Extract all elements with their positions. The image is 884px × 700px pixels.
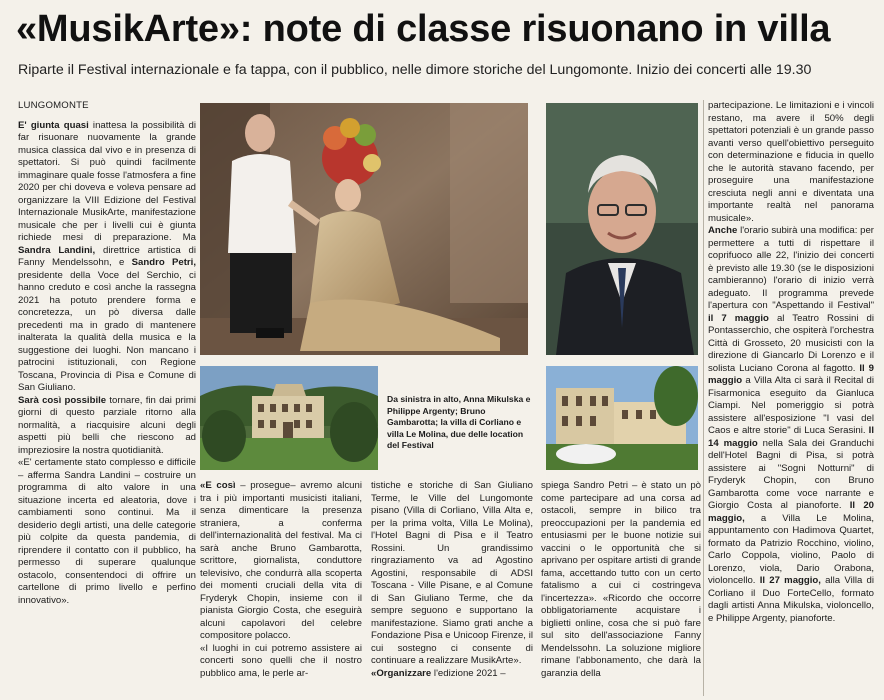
lead-in: «E così [200,480,236,491]
paragraph: E' giunta quasi inattesa la possibilità di far risuonare nuovamente la grande musica classica dal vivo e in presenza di spettatori. Si può quindi facilmente immaginare quale fosse l'atmosfera a fine 2020 per chi doveva e voleva pensare ad organizzare la VIII Edizione del Festival Internazionale MusikArte, manifestazione musicale che per i livelli cui è giunta richiede mesi di preparazione. Ma Sandra Landini, direttrice artistica di Fanny Mendelssohn, e Sandro Petri, presidente della Voce del Serchio, ci hanno creduto e così anche la rassegna 2021 ha potuto prendere forma e concretezza, un pò diversa dalle precedenti ma in grado di mantenere inalterata la qualità della musica e la suggestione dei luoghi. Non mancano i patrocini istituzionali, con Regione Toscana, Provincia di Pisa e Comune di San Giuliano. [18,119,196,393]
paragraph: «Organizzare l'edizione 2021 – [371,667,506,679]
photo-caption: Da sinistra in alto, Anna Mikulska e Philippe Argenty; Bruno Gambarotta; la villa di Corliano e villa Le Molina, due delle location del Festival [387,394,531,450]
paragraph: spiega Sandro Petri – è stato un pò come partecipare ad una corsa ad ostacoli, sempre in bilico tra preoccupazioni per la pandemia ed entusiasmi per le buone notizie sui vaccini o le opportunità che si aprivano per ospitare artisti di grande fama, accettando tutto con un certo fatalismo a cui ci costringeva l'incertezza». «Ricordo che occorre obbligatoriamente acquistare i biglietti online, cosa che si può fare sul sito dell'associazione Fanny Mendelssohn. La soluzione migliore rimane l'abbonamento, che darà la garanzia della [541,480,701,679]
subheadline: Riparte il Festival internazionale e fa tappa, con il pubblico, nelle dimore storiche del Lungomonte. Inizio dei concerti alle 19.30 [18,62,812,78]
lead-in: E' giunta quasi [18,119,89,131]
paragraph: Anche l'orario subirà una modifica: per permettere a tutti di rispettare il coprifuoco alle 22, l'inizio dei concerti è previsto alle 19.30 (se le disposizioni cambieranno) l'orario di inizio verrà adeguato. Il programma prevede l'apertura con "Aspettando il Festival" il 7 maggio al Teatro Rossini di Pontasserchio, che ospiterà l'orchestra Città di Grosseto, 20 musicisti con la direzione di Giancarlo Di Lorenzo e il solista Luciano Corona al fagotto. Il 9 maggio a Villa Alta ci sarà il Recital di Fisarmonica eseguito da Gianluca Ciampi. Nel pomeriggio si potrà assistere all'esposizione "I vasi del Caos e altre storie" di Luca Serasini. Il 14 maggio nella Sala dei Granduchi dell'Hotel Bagni di Pisa, si potrà assistere ai "Sogni Notturni" di Fryderyk Chopin, con Bruno Gambarotta come voce narrante e Giorgio Costa al pianoforte. Il 20 maggio, a Villa Le Molina, appuntamento con Hadimova Quartet, formato da Patrizio Rocchino, violino, Carlo Coppola, violino, Paolo di Lorenzo, viola, Dario Orabona, violoncello. Il 27 maggio, alla Villa di Corliano il Duo ForteCello, formato dagli artisti Anna Mikulska, violoncello, e Philippe Argenty, pianoforte. [708,225,874,624]
paragraph: «E così – prosegue– avremo alcuni tra i più importanti musicisti italiani, senza dimenticare la presenza straniera, a conferma dell'internazionalità del festival. Ma ci sarà anche Bruno Gambarotta, scrittore, giornalista, conduttore televisivo, che condurrà alla scoperta dei momenti cruciali della vita di Fryderyk Chopin, insieme con il pianista Giorgio Costa, che eseguirà alcuni capolavori del celebre compositore polacco. [200,480,362,641]
column-5 [708,100,874,625]
lead-in: «Organizzare [371,667,432,679]
paragraph: tistiche e storiche di San Giuliano Terme, le Ville del Lungomonte pisano (Villa di Corliano, Villa Alta e, per la prima volta, Villa Le Molina), l'Hotel Bagni di Pisa e il Teatro Rossini. Un grandissimo ringraziamento va ad Agostino Agostini, responsabile di ADSI Toscana - Ville Pisane, e al Comune di San Giuliano Terme, che da sempre seguono e supportano la manifestazione. Siamo grati anche a Fondazione Pisa e Unicoop Firenze, il cui sostegno ci consente di continuare a realizzare MusikArte». [371,480,533,666]
paragraph: «E' certamente stato complesso e difficile – afferma Sandra Landini – costruire un programma di alto valore in una situazione incerta ed aleatoria, dove i cambiamenti sono continui. Ma il desiderio degli artisti, una delle categorie più colpite da questa pandemia, di riprendere il contatto con il pubblico, ha permesso di superare qualunque ostacolo, consentendoci di offrire un cartellone di primo livello e perfino innovativo». [18,457,196,606]
photo-bruno-gambarotta [546,103,698,355]
headline: «MusikArte»: note di classe risuonano in villa [16,8,831,50]
dateline: LUNGOMONTE [18,100,89,111]
column-divider [703,100,704,696]
photo-villa-le-molina [546,366,698,470]
column-1 [18,100,196,607]
column-3 [371,480,533,680]
column-4 [541,480,701,680]
paragraph: «I luoghi in cui potremo assistere ai concerti sono quelli che il nostro pubblico ama, le perle ar- [200,642,362,679]
paragraph: partecipazione. Le limitazioni e i vincoli restano, ma avere il 50% degli spettatori potenziali è un grande passo avanti verso quell'obiettivo perseguito con determinazione e fiducia in quello che le autorità stavano facendo, per proseguire una manifestazione cresciuta negli anni e diventata una importante realtà nel panorama musicale». [708,100,874,224]
photo-musicians [200,103,528,355]
paragraph: Sarà così possibile tornare, fin dai primi giorni di questo parziale ritorno alla normalità, a riacquisire alcuni degli aspetti più belli che riescono ad impreziosire la nostra quotidianità. [18,394,196,456]
photo-villa-corliano [200,366,378,470]
lead-in: Sarà così possibile [18,394,107,406]
lead-in: Anche [708,225,738,236]
column-2 [200,480,362,680]
